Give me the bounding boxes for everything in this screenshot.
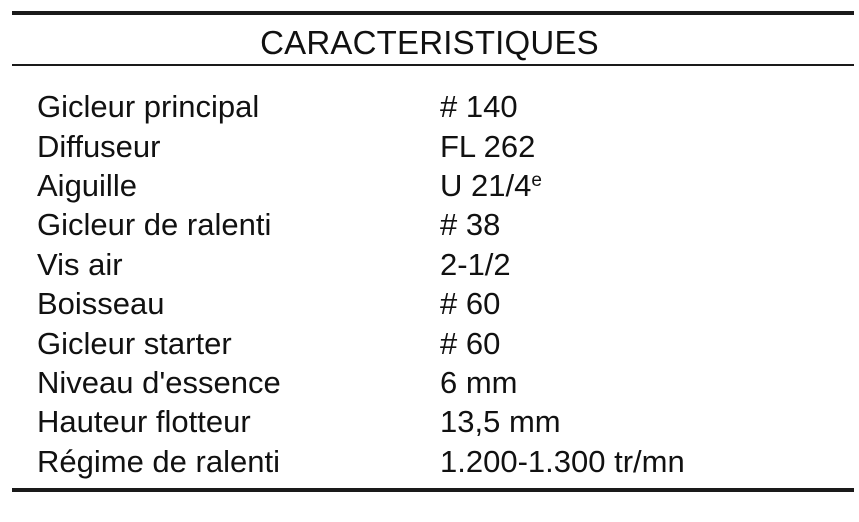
specifications-table bbox=[37, 87, 837, 481]
spec-value bbox=[440, 284, 500, 323]
spec-row bbox=[37, 284, 837, 323]
spec-label: Hauteur flotteur bbox=[37, 404, 251, 440]
spec-label: Boisseau bbox=[37, 286, 165, 322]
spec-value-text: # 60 bbox=[440, 325, 501, 361]
spec-value bbox=[440, 87, 518, 126]
spec-value-text: # 60 bbox=[440, 286, 501, 322]
spec-row bbox=[37, 126, 837, 165]
spec-row bbox=[37, 166, 837, 205]
spec-row bbox=[37, 245, 837, 284]
spec-value-text: 2-1/2 bbox=[440, 246, 511, 282]
spec-value-text: # 140 bbox=[440, 89, 518, 125]
spec-label: Diffuseur bbox=[37, 128, 161, 164]
spec-value bbox=[440, 245, 511, 284]
spec-row bbox=[37, 363, 837, 402]
spec-value-text: # 38 bbox=[440, 207, 501, 243]
spec-row bbox=[37, 442, 837, 481]
spec-value bbox=[440, 127, 535, 166]
spec-label: Gicleur starter bbox=[37, 325, 232, 361]
spec-label: Gicleur de ralenti bbox=[37, 207, 272, 243]
bottom-rule bbox=[12, 488, 854, 492]
table-title: CARACTERISTIQUES bbox=[260, 24, 599, 61]
spec-label: Régime de ralenti bbox=[37, 443, 280, 479]
spec-value bbox=[440, 363, 518, 402]
spec-value-text: 6 mm bbox=[440, 364, 518, 400]
spec-row bbox=[37, 402, 837, 441]
spec-value-superscript: e bbox=[531, 169, 542, 191]
spec-row bbox=[37, 323, 837, 362]
spec-value-text: FL 262 bbox=[440, 128, 536, 164]
spec-label: Vis air bbox=[37, 246, 123, 282]
spec-label: Niveau d'essence bbox=[37, 364, 281, 400]
header-rule bbox=[12, 64, 854, 66]
spec-value bbox=[440, 205, 500, 244]
spec-row bbox=[37, 87, 837, 126]
spec-value bbox=[440, 324, 500, 363]
spec-value-text: 1.200-1.300 tr/mn bbox=[440, 443, 685, 479]
spec-value bbox=[440, 442, 685, 481]
spec-value bbox=[440, 166, 542, 205]
spec-row bbox=[37, 205, 837, 244]
spec-value-text: 13,5 mm bbox=[440, 404, 561, 440]
spec-value-text: U 21/4 bbox=[440, 167, 532, 203]
spec-label: Aiguille bbox=[37, 167, 137, 203]
spec-value bbox=[440, 402, 561, 441]
spec-label: Gicleur principal bbox=[37, 89, 260, 125]
top-rule bbox=[12, 11, 854, 15]
